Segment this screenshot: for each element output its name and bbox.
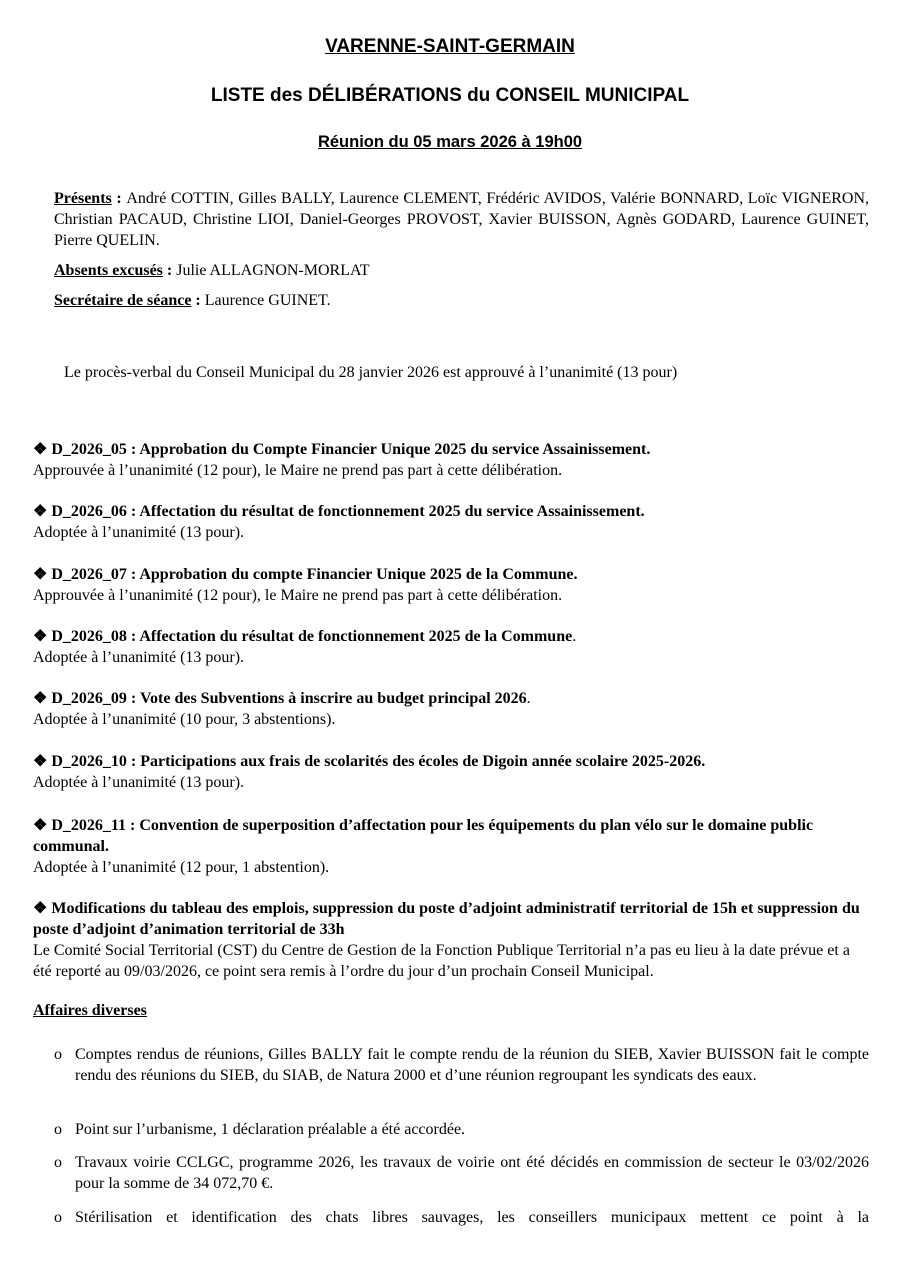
list-item: [54, 1152, 869, 1194]
deliberation-item: [33, 688, 869, 730]
presents-paragraph: [54, 188, 869, 251]
list-item-text: Comptes rendus de réunions, Gilles BALLY fait le compte rendu de la réunion du SIEB, Xavier BUISSON fait le compte rendu des réunions du SIEB, du SIAB, de Natura 2000 et d’une réunion regroupant les syndicats des eaux.: [75, 1046, 869, 1084]
diamond-bullet-icon: ❖: [33, 441, 48, 458]
diamond-bullet-icon: ❖: [33, 628, 48, 645]
circle-bullet-icon: o: [54, 1154, 62, 1171]
deliberation-result: Adoptée à l’unanimité (13 pour).: [33, 649, 245, 666]
list-item: [54, 1119, 869, 1140]
deliberation-result: Adoptée à l’unanimité (13 pour).: [33, 524, 245, 541]
deliberation-item: [33, 501, 869, 543]
diamond-bullet-icon: ❖: [33, 817, 48, 834]
pv-approval-text: Le procès-verbal du Conseil Municipal du 28 janvier 2026 est approuvé à l’unanimité (13 pour): [64, 364, 678, 381]
list-item-text: Stérilisation et identification des chats libres sauvages, les conseillers municipaux mettent ce point à la: [75, 1209, 869, 1226]
absents-paragraph: [54, 260, 869, 281]
deliberation-result: Adoptée à l’unanimité (10 pour, 3 abstentions).: [33, 711, 336, 728]
deliberation-item: [33, 898, 869, 982]
presents-text: André COTTIN, Gilles BALLY, Laurence CLEMENT, Frédéric AVIDOS, Valérie BONNARD, Loïc VIGNERON, Christian PACAUD, Christine LIOI, Daniel-Georges PROVOST, Xavier BUISSON, Agnès GODARD, Laurence GUINET, Pierre QUELIN.: [54, 190, 870, 249]
meeting-date: Réunion du 05 mars 2026 à 19h00: [317, 133, 583, 151]
secretaire-label: Secrétaire de séance: [54, 292, 192, 309]
deliberation-result: Approuvée à l’unanimité (12 pour), le Maire ne prend pas part à cette délibération.: [33, 462, 563, 479]
diamond-bullet-icon: ❖: [33, 566, 48, 583]
deliberation-result: Adoptée à l’unanimité (13 pour).: [33, 774, 245, 791]
diamond-bullet-icon: ❖: [33, 690, 48, 707]
deliberation-title: Modifications du tableau des emplois, suppression du poste d’adjoint administratif territorial de 15h et suppression du poste d’adjoint d’animation territorial de 33h: [33, 900, 860, 938]
list-item: [54, 1044, 869, 1086]
deliberation-title: D_2026_09 : Vote des Subventions à inscrire au budget principal 2026: [51, 690, 527, 707]
circle-bullet-icon: o: [54, 1209, 62, 1226]
deliberation-result: Adoptée à l’unanimité (12 pour, 1 abstention).: [33, 859, 330, 876]
deliberation-item: [33, 815, 869, 878]
deliberation-title: D_2026_06 : Affectation du résultat de fonctionnement 2025 du service Assainissement.: [51, 503, 645, 520]
title-end-period: .: [572, 628, 577, 645]
town-title: VARENNE-SAINT-GERMAIN: [325, 36, 575, 57]
presents-label: Présents: [54, 190, 112, 207]
diamond-bullet-icon: ❖: [33, 900, 48, 917]
secretaire-colon: :: [191, 292, 205, 309]
presents-colon: :: [111, 190, 127, 207]
deliberation-item: [33, 564, 869, 606]
diamond-bullet-icon: ❖: [33, 753, 48, 770]
deliberation-title: D_2026_10 : Participations aux frais de scolarités des écoles de Digoin année scolaire 2025-2026.: [51, 753, 706, 770]
deliberation-title: D_2026_07 : Approbation du compte Financier Unique 2025 de la Commune.: [51, 566, 578, 583]
deliberation-title: D_2026_08 : Affectation du résultat de fonctionnement 2025 de la Commune: [51, 628, 573, 645]
list-item-text: Travaux voirie CCLGC, programme 2026, les travaux de voirie ont été décidés en commission de secteur le 03/02/2026 pour la somme de 34 072,70 €.: [75, 1154, 869, 1192]
diamond-bullet-icon: ❖: [33, 503, 48, 520]
deliberation-item: [33, 439, 869, 481]
deliberation-item: [33, 751, 869, 793]
deliberation-title: D_2026_11 : Convention de superposition d’affectation pour les équipements du plan vélo sur le domaine public communal.: [33, 817, 814, 855]
affaires-diverses-title: Affaires diverses: [33, 1002, 147, 1019]
deliberation-item: [33, 626, 869, 668]
list-item-text: Point sur l’urbanisme, 1 déclaration préalable a été accordée.: [75, 1121, 466, 1138]
absents-text: Julie ALLAGNON-MORLAT: [176, 262, 370, 279]
title-end-period: .: [526, 690, 531, 707]
deliberation-result: Approuvée à l’unanimité (12 pour), le Maire ne prend pas part à cette délibération.: [33, 587, 563, 604]
absents-label: Absents excusés: [54, 262, 163, 279]
deliberation-title: D_2026_05 : Approbation du Compte Financier Unique 2025 du service Assainissement.: [51, 441, 651, 458]
deliberation-result: Le Comité Social Territorial (CST) du Centre de Gestion de la Fonction Publique Territorial n’a pas eu lieu à la date prévue et a été reporté au 09/03/2026, ce point sera remis à l’ordre du jour d’un prochain Conseil Municipal.: [33, 942, 850, 980]
secretaire-text: Laurence GUINET.: [204, 292, 331, 309]
list-item: [54, 1207, 869, 1228]
list-title: LISTE des DÉLIBÉRATIONS du CONSEIL MUNICIPAL: [210, 85, 690, 106]
absents-colon: :: [162, 262, 177, 279]
circle-bullet-icon: o: [54, 1046, 62, 1063]
secretaire-paragraph: [54, 290, 869, 311]
circle-bullet-icon: o: [54, 1121, 62, 1138]
